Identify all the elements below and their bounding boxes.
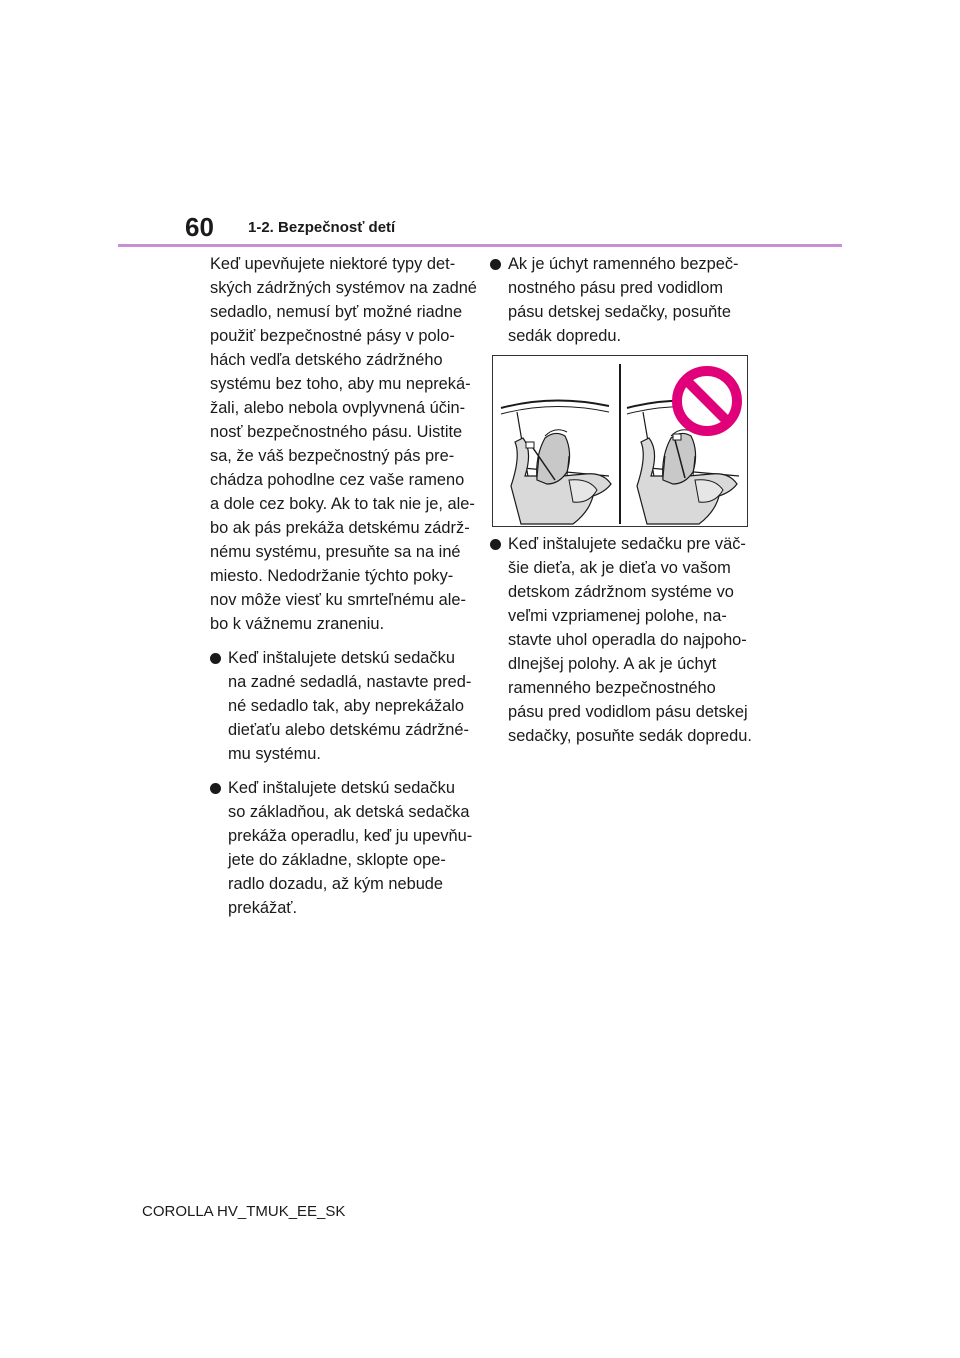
text-line: sa, že váš bezpečnostný pás pre- [210,447,455,465]
text-line: bo ak pás prekáža detskému zádrž- [210,519,470,537]
bullet-text [228,646,472,766]
correct-installation-panel [501,400,611,524]
text-line: ramenného bezpečnostného [508,679,716,697]
footer-model-code: COROLLA HV_TMUK_EE_SK [142,1203,346,1220]
text-line: nov môže viesť ku smrteľnému ale- [210,591,466,609]
text-line: Keď inštalujete sedačku pre väč- [508,535,746,553]
text-line: Keď inštalujete detskú sedačku [228,649,455,667]
text-line: né sedadlo tak, aby neprekážalo [228,697,465,715]
bullet-item-recline-seatback [210,776,472,920]
text-line: a dole cez boky. Ak to tak nie je, ale- [210,495,475,513]
text-line: sedák dopredu. [508,327,621,345]
text-line: stavte uhol operadla do najpoho- [508,631,747,649]
text-line: radlo dozadu, až kým nebude [228,875,444,893]
bullet-icon [210,653,221,664]
text-line: detskom zádržnom systéme vo [508,583,734,601]
text-line: Ak je úchyt ramenného bezpeč- [508,255,739,273]
text-line: Keď upevňujete niektoré typy det- [210,255,456,273]
bullet-text [508,252,760,348]
text-line: mu systému. [228,745,321,763]
text-line: žali, alebo nebola ovplyvnená účin- [210,399,466,417]
text-line: dieťaťu alebo detskému zádržné- [228,721,469,739]
text-line: pásu pred vodidlom pásu detskej [508,703,748,721]
text-line: prekáža operadlu, keď ju upevňu- [228,827,473,845]
text-line: na zadné sedadlá, nastavte pred- [228,673,472,691]
text-line: sedačky, posuňte sedák dopredu. [508,727,752,745]
text-line: prekážať. [228,899,298,917]
text-line: chádza pohodlne cez vaše rameno [210,471,465,489]
text-line: dlnejšej polohy. A ak je úchyt [508,655,717,673]
section-title: 1-2. Bezpečnosť detí [248,219,396,236]
text-line: miesto. Nedodržanie týchto poky- [210,567,454,585]
text-line: ských zádržných systémov na zadné [210,279,477,297]
right-column [490,252,760,348]
intro-paragraph [210,252,477,636]
text-line: jete do základne, sklopte ope- [228,851,446,869]
text-line: nému systému, presuňte sa na iné [210,543,461,561]
bullet-item-move-seat-cushion [490,252,760,348]
bullet-item-adjust-front-seat [210,646,472,766]
text-line: nostného pásu pred vodidlom [508,279,724,297]
text-line: bo k vážnemu zraneniu. [210,615,385,633]
page-number: 60 [185,212,214,242]
text-line: Keď inštalujete detskú sedačku [228,779,455,797]
text-line: sedadlo, nemusí byť možné riadne [210,303,463,321]
left-column [210,252,477,920]
text-line: systému bez toho, aby mu nepreká- [210,375,471,393]
text-line: veľmi vzpriamenej polohe, na- [508,607,727,625]
text-line: šie dieťa, ak je dieťa vo vašom [508,559,731,577]
bullet-text [508,532,760,748]
bullet-item-larger-child-seat [490,532,760,748]
bullet-text [228,776,472,920]
text-line: pásu detskej sedačky, posuňte [508,303,731,321]
text-line: použiť bezpečnostné pásy v polo- [210,327,455,345]
bullet-icon [490,539,501,550]
right-column-lower [490,532,760,748]
illustration-svg [493,356,747,526]
child-seat-illustration [492,355,748,527]
bullet-icon [490,259,501,270]
text-line: nosť bezpečnostného pásu. Uistite [210,423,463,441]
text-line: hách vedľa detského zádržného [210,351,443,369]
bullet-icon [210,783,221,794]
header-rule [118,244,842,247]
prohibition-icon [677,371,737,431]
text-line: so základňou, ak detská sedačka [228,803,470,821]
